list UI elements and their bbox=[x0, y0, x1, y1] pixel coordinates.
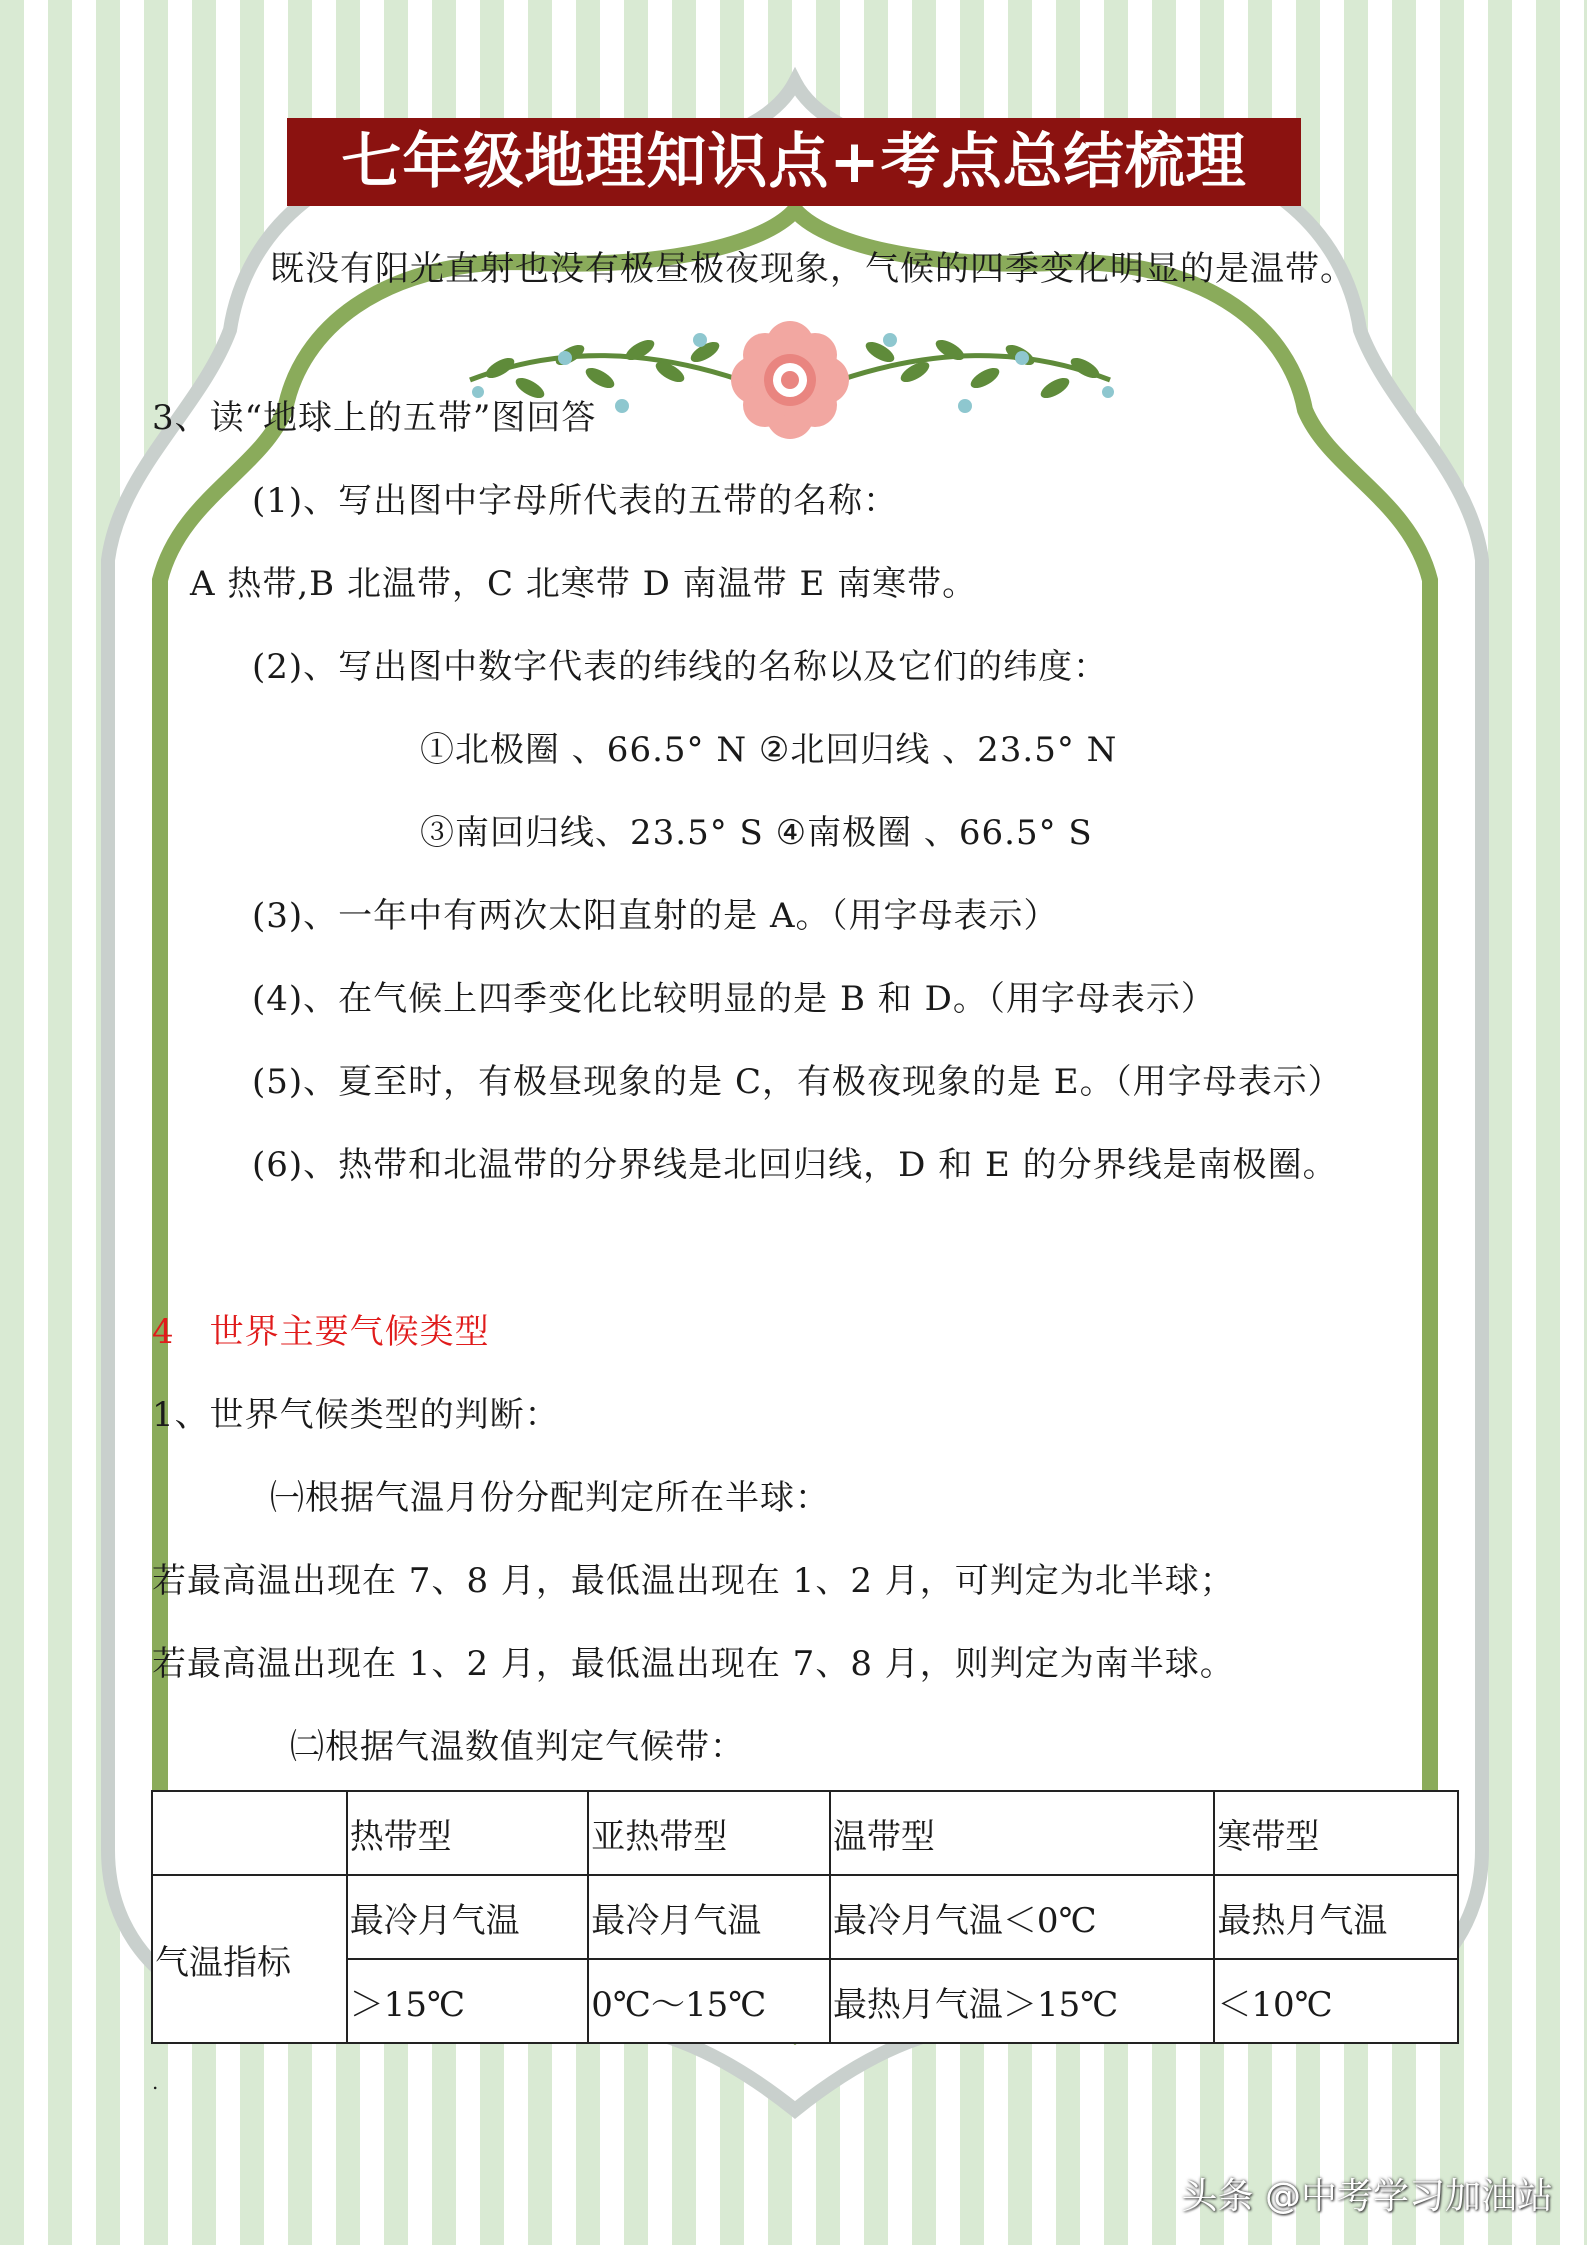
q3-part3: (3)、一年中有两次太阳直射的是 A。（用字母表示） bbox=[252, 896, 1059, 936]
rule1-heading: ㈠根据气温月份分配判定所在半球： bbox=[270, 1478, 830, 1518]
table-header-cell bbox=[152, 1791, 347, 1875]
q3-part4: (4)、在气候上四季变化比较明显的是 B 和 D。（用字母表示） bbox=[252, 979, 1216, 1019]
q3-part2: (2)、写出图中数字代表的纬线的名称以及它们的纬度： bbox=[252, 647, 1109, 687]
table-cell: 0℃～15℃ bbox=[588, 1959, 830, 2043]
rule2-heading: ㈡根据气温数值判定气候带： bbox=[290, 1727, 745, 1767]
q3-latitude-row2: ③南回归线、23.5° S ④南极圈 、66.5° S bbox=[420, 813, 1093, 853]
watermark-text: 头条 @中考学习加油站 bbox=[1181, 2176, 1553, 2217]
table-row-label: 气温指标 bbox=[152, 1875, 347, 2043]
north-hemisphere-rule: 若最高温出现在 7、8 月，最低温出现在 1、2 月，可判定为北半球； bbox=[152, 1561, 1235, 1601]
table-cell: 最热月气温 bbox=[1214, 1875, 1458, 1959]
table-header-cell: 温带型 bbox=[830, 1791, 1214, 1875]
page-title: 七年级地理知识点+考点总结梳理 bbox=[287, 118, 1301, 206]
q3-latitude-row1: ①北极圈 、66.5° N ②北回归线 、23.5° N bbox=[420, 730, 1118, 770]
q3-part1: (1)、写出图中字母所代表的五带的名称： bbox=[252, 481, 899, 521]
table-row bbox=[152, 1875, 1458, 1959]
table-header-cell: 亚热带型 bbox=[588, 1791, 830, 1875]
q3-part5: (5)、夏至时，有极昼现象的是 C，有极夜现象的是 E。（用字母表示） bbox=[252, 1062, 1343, 1102]
section4-sub1: 1、世界气候类型的判断： bbox=[152, 1395, 560, 1435]
footer-dot: . bbox=[152, 2070, 159, 2094]
q3-heading: 3、读“地球上的五带”图回答 bbox=[152, 398, 597, 438]
table-cell: 最冷月气温 bbox=[588, 1875, 830, 1959]
table-row bbox=[152, 1959, 1458, 2043]
table-cell: 最热月气温＞15℃ bbox=[830, 1959, 1214, 2043]
section4-heading: 4 世界主要气候类型 bbox=[152, 1312, 490, 1352]
table-cell: 最冷月气温 bbox=[347, 1875, 589, 1959]
south-hemisphere-rule: 若最高温出现在 1、2 月，最低温出现在 7、8 月，则判定为南半球。 bbox=[152, 1644, 1235, 1684]
climate-zone-table bbox=[151, 1790, 1459, 2044]
table-header-cell: 寒带型 bbox=[1214, 1791, 1458, 1875]
q3-part6: (6)、热带和北温带的分界线是北回归线，D 和 E 的分界线是南极圈。 bbox=[252, 1145, 1338, 1185]
table-cell: ＜10℃ bbox=[1214, 1959, 1458, 2043]
table-cell: ＞15℃ bbox=[347, 1959, 589, 2043]
q3-part1-answer: A 热带,B 北温带，C 北寒带 D 南温带 E 南寒带。 bbox=[190, 564, 978, 604]
table-header-row bbox=[152, 1791, 1458, 1875]
intro-paragraph: 既没有阳光直射也没有极昼极夜现象，气候的四季变化明显的是温带。 bbox=[270, 249, 1355, 289]
table-header-cell: 热带型 bbox=[347, 1791, 589, 1875]
table-cell: 最冷月气温＜0℃ bbox=[830, 1875, 1214, 1959]
